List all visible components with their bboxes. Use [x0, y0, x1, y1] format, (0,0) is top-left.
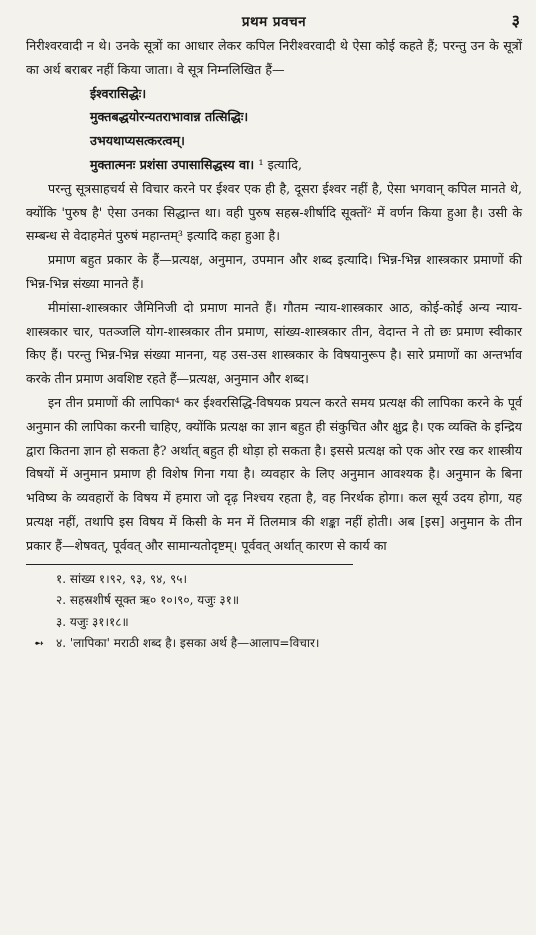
- sutra-2: मुक्तबद्धयोरन्यतराभावान्न तत्सिद्धिः।: [90, 109, 249, 125]
- footnote-3: ३. यजुः ३१।१८॥: [56, 614, 129, 629]
- running-head: प्रथम प्रवचन: [241, 14, 307, 30]
- page-body: [26, 34, 522, 558]
- sutra-4-text: मुक्तात्मनः प्रशंसा उपासासिद्धस्य वा।: [90, 156, 255, 172]
- sutra-4: [26, 153, 522, 177]
- footnote-2: २. सहस्रशीर्ष सूक्त ऋ० १०।९०, यजुः ३१॥: [56, 593, 240, 608]
- footnote-4: ४. 'लापिका' मराठी शब्द है। इसका अर्थ है—आलाप=विचार।: [56, 636, 320, 651]
- footnote-divider: [26, 564, 353, 565]
- pointer-arrow-icon: ➻: [34, 636, 45, 651]
- footnote-1: १. सांख्य १।९२, ९३, ९४, ९५।: [56, 571, 188, 586]
- sutra-3: उभयथाप्यसत्करत्वम्।: [90, 133, 185, 149]
- paragraph-5: इन तीन प्रमाणों की लापिका⁴ कर ईश्वरसिद्धि-विषयक प्रयत्न करते समय प्रत्यक्ष की लापिका करने के पूर्व अनुमान की लापिका करनी चाहिए, क्योंकि प्रत्यक्ष का ज्ञान बहुत ही संकुचित और क्षुद्र है। एक व्यक्ति के इन्द्रिय द्वारा कितना ज्ञान हो सकता है? अर्थात् बहुत ही थोड़ा हो सकता है। इससे प्रत्यक्ष को एक ओर रख कर शास्त्रीय विषयों में अनुमान प्रमाण ही विशेष गिना गया है। व्यवहार के लिए अनुमान आवश्यक है। अनुमान के बिना भविष्य के व्यवहारों के विषय में हमारा जो दृढ़ निश्चय रहता है, वह निरर्थक होगा। कल सूर्य उदय होगा, यह प्रत्यक्ष नहीं, तथापि इस विषय में किसी के मन में तिलमात्र की शङ्का नहीं होती। अब [इस] अनुमान के तीन प्रकार हैं—शेषवत्, पूर्ववत् और सामान्यतोदृष्टम्। पूर्ववत् अर्थात् कारण से कार्य का: [26, 394, 522, 553]
- page-number: ३: [511, 11, 520, 30]
- page-header: [26, 6, 522, 34]
- paragraph-4: मीमांसा-शास्त्रकार जैमिनिजी दो प्रमाण मानते हैं। गौतम न्याय-शास्त्रकार आठ, कोई-कोई अन्य न्याय-शास्त्रकार चार, पतञ्जलि योग-शास्त्रकार तीन प्रमाण, सांख्य-शास्त्रकार तीन, वेदान्त ने तो छः प्रमाण स्वीकार किए हैं। परन्तु भिन्न-भिन्न संख्या मानना, यह उस-उस शास्त्रकार के विषयानुरूप है। सारे प्रमाणों का अन्तर्भाव करके तीन प्रमाण अवशिष्ट रहते हैं—प्रत्यक्ष, अनुमान और शब्द।: [26, 299, 522, 387]
- sutra-4-tail: ¹ इत्यादि,: [258, 156, 302, 172]
- paragraph-1: निरीश्वरवादी न थे। उनके सूत्रों का आधार लेकर कपिल निरीश्वरवादी थे ऐसा कोई कहते हैं; परन्तु उन के सूत्रों का अर्थ बराबर नहीं किया जाता। वे सूत्र निम्नलिखित हैं—: [26, 38, 522, 77]
- paragraph-3: प्रमाण बहुत प्रकार के हैं—प्रत्यक्ष, अनुमान, उपमान और शब्द इत्यादि। भिन्न-भिन्न शास्त्रकार प्रमाणों की भिन्न-भिन्न संख्या मानते हैं।: [26, 252, 522, 291]
- paragraph-2: परन्तु सूत्रसाहचर्य से विचार करने पर ईश्वर एक ही है, दूसरा ईश्वर नहीं है, ऐसा भगवान् कपिल मानते थे, क्योंकि 'पुरुष है' ऐसा उनका सिद्धान्त था। वही पुरुष सहस्र-शीर्षादि सूक्तों² में वर्णन किया हुआ है। उसी के सम्बन्ध से वेदाहमेतं पुरुषं महान्तम्³ इत्यादि कहा हुआ है।: [26, 180, 522, 244]
- sutra-1: ईश्वरासिद्धेः।: [90, 85, 147, 101]
- footnotes: [26, 569, 522, 655]
- footnote-4-row: [34, 633, 522, 655]
